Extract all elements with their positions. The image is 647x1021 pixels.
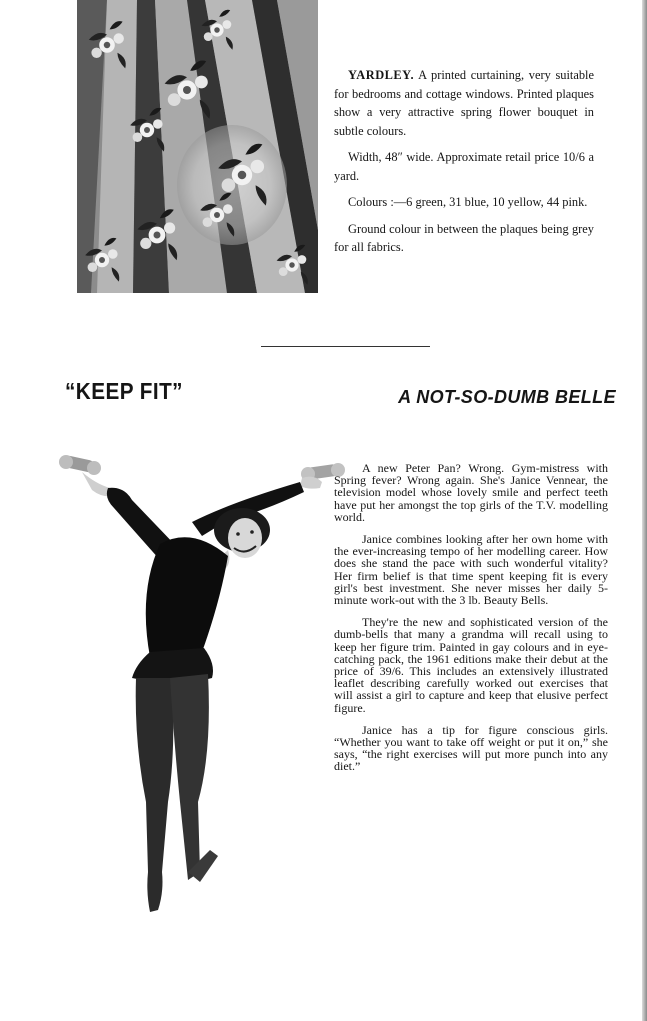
article-paragraph-1: A new Peter Pan? Wrong. Gym-mistress with Spring fever? Wrong again. She's Janice Vennear, the television model whose lovely smile and perfect teeth have put her amongst the top girls of the T.V. modelling world. [334, 461, 608, 524]
yardley-paragraph-1 [334, 66, 594, 140]
section-divider [261, 346, 430, 347]
yardley-paragraph-4: Ground colour in between the plaques being grey for all fabrics. [334, 221, 594, 254]
yardley-paragraph-1-text: A printed curtaining, very suitable for bedrooms and cottage windows. Printed plaques show a very attractive spring flower bouquet in subtle colours. [334, 68, 594, 138]
left-dumbbell [59, 455, 101, 475]
gymnast-photo [52, 452, 352, 924]
yardley-paragraph-3: Colours :—6 green, 31 blue, 10 yellow, 44 pink. [348, 195, 588, 209]
page-edge [642, 0, 647, 1021]
floral-curtain-image [77, 0, 318, 293]
gymnast-with-dumbbells-image [52, 452, 352, 924]
yardley-description [334, 66, 594, 265]
section-title: “KEEP FIT” [65, 378, 183, 404]
article-paragraph-2: Janice combines looking after her own home with the ever-increasing tempo of her modelling career. How does she stand the pace with such wonderful vitality? Her firm belief is that time spent keeping fit is every girl's best investment. She never misses her daily 5-minute work-out with the 3 lb. Beauty Bells. [334, 532, 608, 608]
yardley-lead: YARDLEY. [348, 68, 415, 82]
fabric-photo [77, 0, 318, 293]
yardley-paragraph-2: Width, 48″ wide. Approximate retail price 10/6 a yard. [334, 150, 594, 183]
section-subtitle: A NOT-SO-DUMB BELLE [398, 387, 616, 407]
article-body [334, 462, 608, 783]
article-paragraph-4: Janice has a tip for figure conscious girls. “Whether you want to take off weight or put it on,” she says, “the right exercises will put more punch into any diet.” [334, 722, 608, 774]
article-paragraph-3: They're the new and sophisticated version of the dumb-bells that many a grandma will recall using to keep her figure trim. Painted in gay colours and in eye-catching pack, the 1961 editions make their debut at the price of 39/6. This includes an extensively illustrated leaflet describing carefully worked out exercises that will assist a girl to capture and keep that elusive perfect figure. [334, 615, 608, 715]
